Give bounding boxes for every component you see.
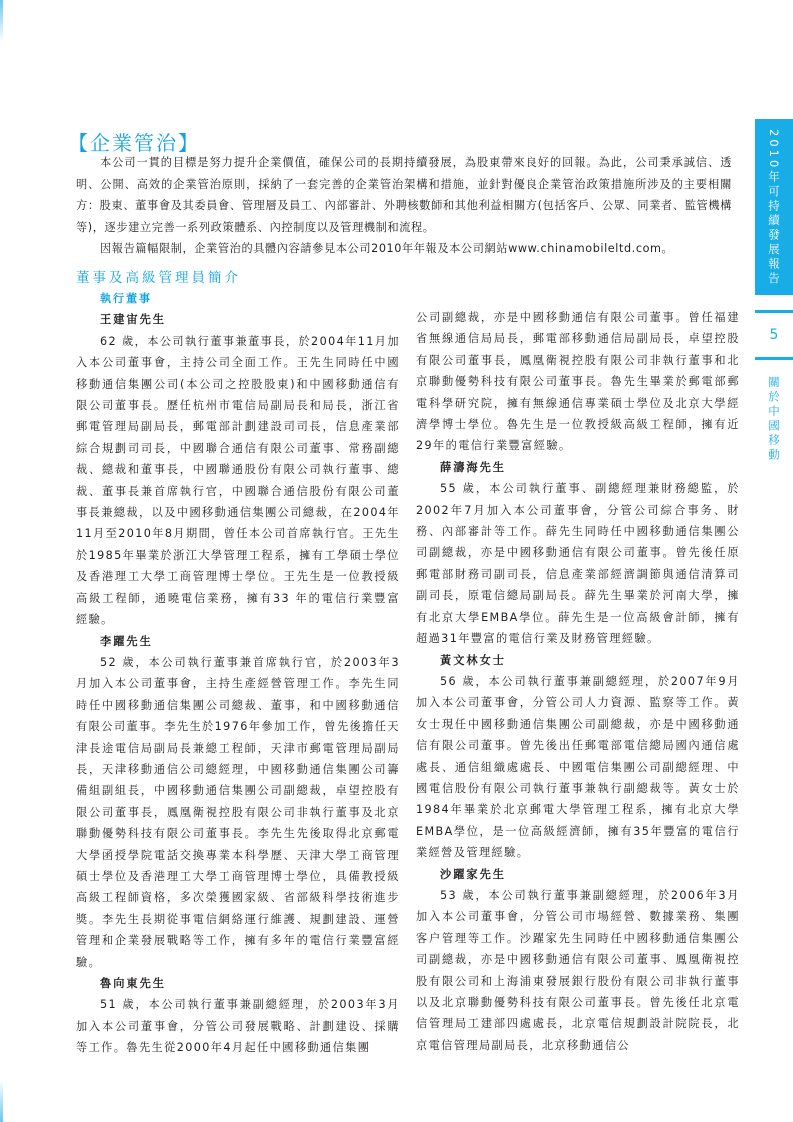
intro-text: [76, 152, 732, 260]
director-bio: 51 歲，本公司執行董事兼副總經理，於2003年3月加入本公司董事會，分管公司發展戰略、計劃建设、採購等工作。魯先生從2000年4月起任中國移動通信集團: [76, 998, 400, 1055]
director-name: 黃文林女士: [440, 653, 506, 667]
report-title: 2010年可持續發展報告: [767, 129, 781, 287]
director-bio: 52 歲，本公司執行董事兼首席執行官，於2003年3月加入本公司董事會，主持生產經營管理工作。李先生同時任中國移動通信集團公司總裁、董事，和中國移動通信有限公司董事。李先生於1976年參加工作，曾先後擔任天津長途電信局副局長兼總工程師，天津市郵電管理局副局長，天津移動通信公司總經理，中國移動通信集團公司籌備組副組長，中國移動通信集團公司副總裁，卓望控股有限公司董事長，鳳凰衛視控股有限公司非執行董事及北京聯動優勢科技有限公司董事長。李先生先後取得北京郵電大學函授學院電話交換專業本科學歷、天津大學工商管理碩士學位及香港理工大學工商管理博士學位，具備教授級高級工程師資格，多次榮獲國家級、省部級科學技術進步獎。李先生長期從事電信網絡運行維護、規劃建設、運營管理和企業發展戰略等工作，擁有多年的電信行業豐富經驗。: [76, 655, 400, 969]
page-number: 5: [769, 327, 779, 343]
bottom-edge-decoration: [0, 1080, 3, 1122]
director-bio: 55 歲，本公司執行董事、副總經理兼財務總監，於2002年7月加入本公司董事會，分管公司綜合事务、財務、內部審計等工作。薛先生同時任中國移動通信集團公司副總裁，亦是中國移動通信有限公司董事。曾先後任原郵電部財務司副司長，信息產業部經濟調節與通信清算司副司長，原電信總局副局長。薛先生畢業於河南大學，擁有北京大學EMBA學位。薛先生是一位高級會計師，擁有超過31年豐富的電信行業及財務管理經驗。: [416, 482, 740, 646]
director-bio: 53 歲，本公司執行董事兼副總經理，於2006年3月加入本公司董事會，分管公司市場經營、數據業務、集團客户管理等工作。沙躍家先生同時任中國移動通信集團公司副總裁，亦是中國移動通信有限公司董事、鳳凰衛視控股有限公司和上海浦東發展銀行股份有限公司非執行董事以及北京聯動優勢科技有限公司董事長。曾先後任北京電信管理局工建部四處處長，北京電信規劃設計院院長，北京電信管理局副局長，北京移動通信公: [416, 888, 740, 1052]
side-tab: [755, 119, 793, 463]
divider: [755, 357, 793, 360]
director-name: 薛濤海先生: [440, 460, 506, 474]
director-bio: 56 歲，本公司執行董事兼副總經理，於2007年9月加入本公司董事會，分管公司人力資源、監察等工作。黃女士現任中國移動通信集團公司副總裁，亦是中國移動通信有限公司董事。曾先後出任郵電部電信總局國內通信處處長、通信組織處處長、中國電信集團公司副總經理、中國電信股份有限公司執行董事兼執行副總裁等。黃女士於1984年畢業於北京郵電大學管理工程系，擁有北京大學EMBA學位，是一位高級經濟師，擁有35年豐富的電信行業經營及管理經驗。: [416, 674, 740, 860]
left-column: [76, 288, 400, 1059]
chapter-label: [755, 376, 793, 463]
role-heading: 執行董事: [100, 292, 152, 305]
right-column: [416, 307, 740, 1056]
intro-paragraph: 因報告篇幅限制，企業管治的具體內容請參見本公司2010年年報及本公司網站www.chinamobileltd.com。: [100, 242, 674, 255]
report-title-tab: [755, 119, 793, 295]
director-name: 李躍先生: [100, 634, 153, 648]
director-bio-continued: 公司副總裁，亦是中國移動通信有限公司董事。曾任福建省無線通信局局長，郵電部移動通信局副局長，卓望控股有限公司董事長，鳳凰衛視控股有限公司非執行董事和北京聯動優勢科技有限公司董事長。魯先生畢業於郵電部郵電科學研究院，擁有無線通信專業碩士學位及北京大學經濟學博士學位。魯先生是一位教授級高級工程師，擁有近29年的電信行業豐富經驗。: [416, 311, 740, 453]
director-name: 魯向東先生: [100, 977, 166, 990]
intro-paragraph: 本公司一貫的目標是努力提升企業價值，確保公司的長期持續發展，為股東帶來良好的回報。為此，公司秉承誠信、透明、公開、高效的企業管治原則，採納了一套完善的企業管治架構和措施，並針對優良企業管治政策措施所涉及的主要相關方：股東、董事會及其委員會、管理層及員工、內部審計、外聘核數師和其他利益相關方(包括客戶、公眾、同業者、監管機構等)，逐步建立完善一系列政策體系、內控制度以及管理機制和流程。: [76, 156, 732, 234]
director-bio: 62 歲，本公司執行董事兼董事長，於2004年11月加入本公司董事會，主持公司全面工作。王先生同時任中國移動通信集團公司(本公司之控股股東)和中國移動通信有限公司董事長。歷任杭州市電信局副局長和局長，浙江省郵電管理局副局長，郵電部計劃建設司司長，信息產業部綜合規劃司司長，中國聯合通信有限公司董事、常務副總裁、總裁和董事長，中國聯通股份有限公司執行董事、總裁、董事長兼首席執行官，中國聯合通信股份有限公司董事長兼總裁，以及中國移動通信集團公司總裁，在2004年11月至2010年8月期間，曾任本公司首席執行官。王先生於1985年畢業於浙江大學管理工程系，擁有工學碩士學位及香港理工大學工商管理博士學位。王先生是一位教授級高級工程師，通曉電信業務，擁有33 年的電信行業豐富經驗。: [76, 334, 400, 627]
section-title: 【企業管治】: [68, 131, 200, 156]
director-name: 沙躍家先生: [440, 867, 506, 881]
sub-heading: 董事及高級管理員簡介: [76, 270, 241, 286]
top-edge-decoration: [0, 0, 3, 42]
chapter-title: 關於中國移動: [767, 376, 781, 463]
director-name: 王建宙先生: [100, 313, 166, 327]
